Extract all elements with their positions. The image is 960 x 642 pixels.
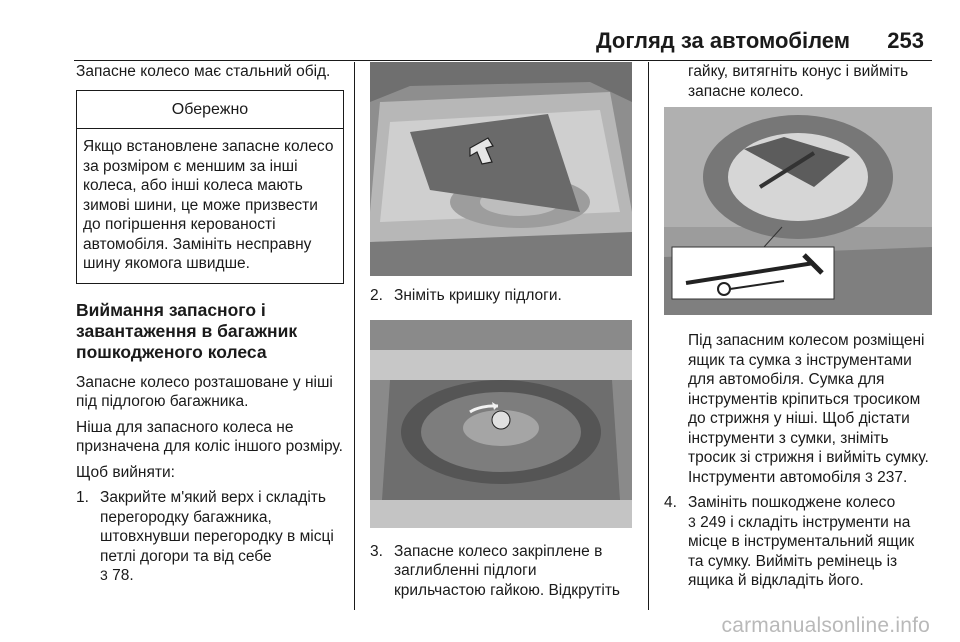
- steps-list: [370, 286, 632, 306]
- column-3: [664, 62, 932, 591]
- list-item: [370, 286, 632, 306]
- step-text: Зніміть кришку підлоги.: [394, 287, 562, 304]
- watermark: carmanualsonline.info: [721, 614, 930, 637]
- step-text: 249 і складіть інструменти на місце в інструментальний ящик та сумку. Вийміть ремінець із ящика й відкладіть його.: [688, 513, 915, 589]
- paragraph: Ніша для запасного колеса не призначена для коліс іншого розміру.: [76, 418, 343, 455]
- column-divider: [354, 62, 355, 610]
- tools-note-body: Під запасним колесом розміщені ящик та сумка з інструментами для автомобіля. Сумка для інструментів кріпиться тросиком до стрижня у ніші. Щоб дістати інструменти з сумки, зніміть тросик зі стрижня і вийміть сумку. Інструменти автомобіля: [688, 332, 929, 486]
- page-ref-icon: 3: [865, 468, 873, 485]
- page-ref-icon: 3: [100, 567, 108, 583]
- step-number: 4.: [664, 494, 677, 511]
- spare-wheel-well-figure: [370, 320, 632, 528]
- list-item: [664, 493, 932, 591]
- tools-note-text: [664, 331, 932, 487]
- column-1: [76, 62, 344, 586]
- page-number: 253: [887, 28, 924, 53]
- tool-kit-figure: [664, 107, 932, 315]
- step-number: 3.: [370, 542, 383, 560]
- page-ref-link[interactable]: 78.: [112, 567, 134, 584]
- page-ref-link[interactable]: 237.: [877, 468, 908, 486]
- warning-title: Обережно: [77, 91, 343, 130]
- step-number: 1.: [76, 489, 89, 506]
- step-text: Закрийте м'який верх і складіть перегородку багажника, штовхнувши перегородку в місці петлі догори та від себе: [100, 489, 334, 565]
- section-heading: Виймання запасного і завантаження в багажник пошкодженого колеса: [76, 299, 298, 362]
- steps-list: [370, 542, 632, 601]
- column-2: [370, 62, 632, 600]
- list-item: [370, 542, 632, 601]
- step-text: Запасне колесо закріплене в заглибленні підлоги крильчастою гайкою. Відкрутіть: [394, 542, 620, 599]
- column-divider: [648, 62, 649, 610]
- paragraph: Щоб вийняти:: [76, 463, 175, 481]
- intro-text: Запасне колесо має стальний обід.: [76, 63, 331, 80]
- steps-list: [76, 488, 344, 586]
- page-title: Догляд за автомобілем: [595, 28, 850, 53]
- page-ref-icon: 3: [688, 513, 696, 530]
- trunk-floor-cover-figure: [370, 62, 632, 276]
- step-text: Замініть пошкоджене колесо: [688, 494, 896, 511]
- step-continuation-text: гайку, витягніть конус і вийміть запасне колесо.: [688, 63, 909, 100]
- warning-box: [76, 90, 344, 284]
- steps-list: [664, 493, 932, 591]
- step-number: 2.: [370, 287, 383, 304]
- paragraph: Запасне колесо розташоване у ніші під підлогою багажника.: [76, 373, 333, 410]
- list-item: [76, 488, 344, 586]
- page-header: [0, 22, 960, 62]
- header-rule: [74, 60, 932, 61]
- warning-text: Якщо встановлене запасне колесо за розміром є меншим за інші колеса, або інші колеса мають зимові шини, це може призвести до погіршення керованості автомобіля. Замініть несправну шину якомога швидше.: [83, 138, 334, 272]
